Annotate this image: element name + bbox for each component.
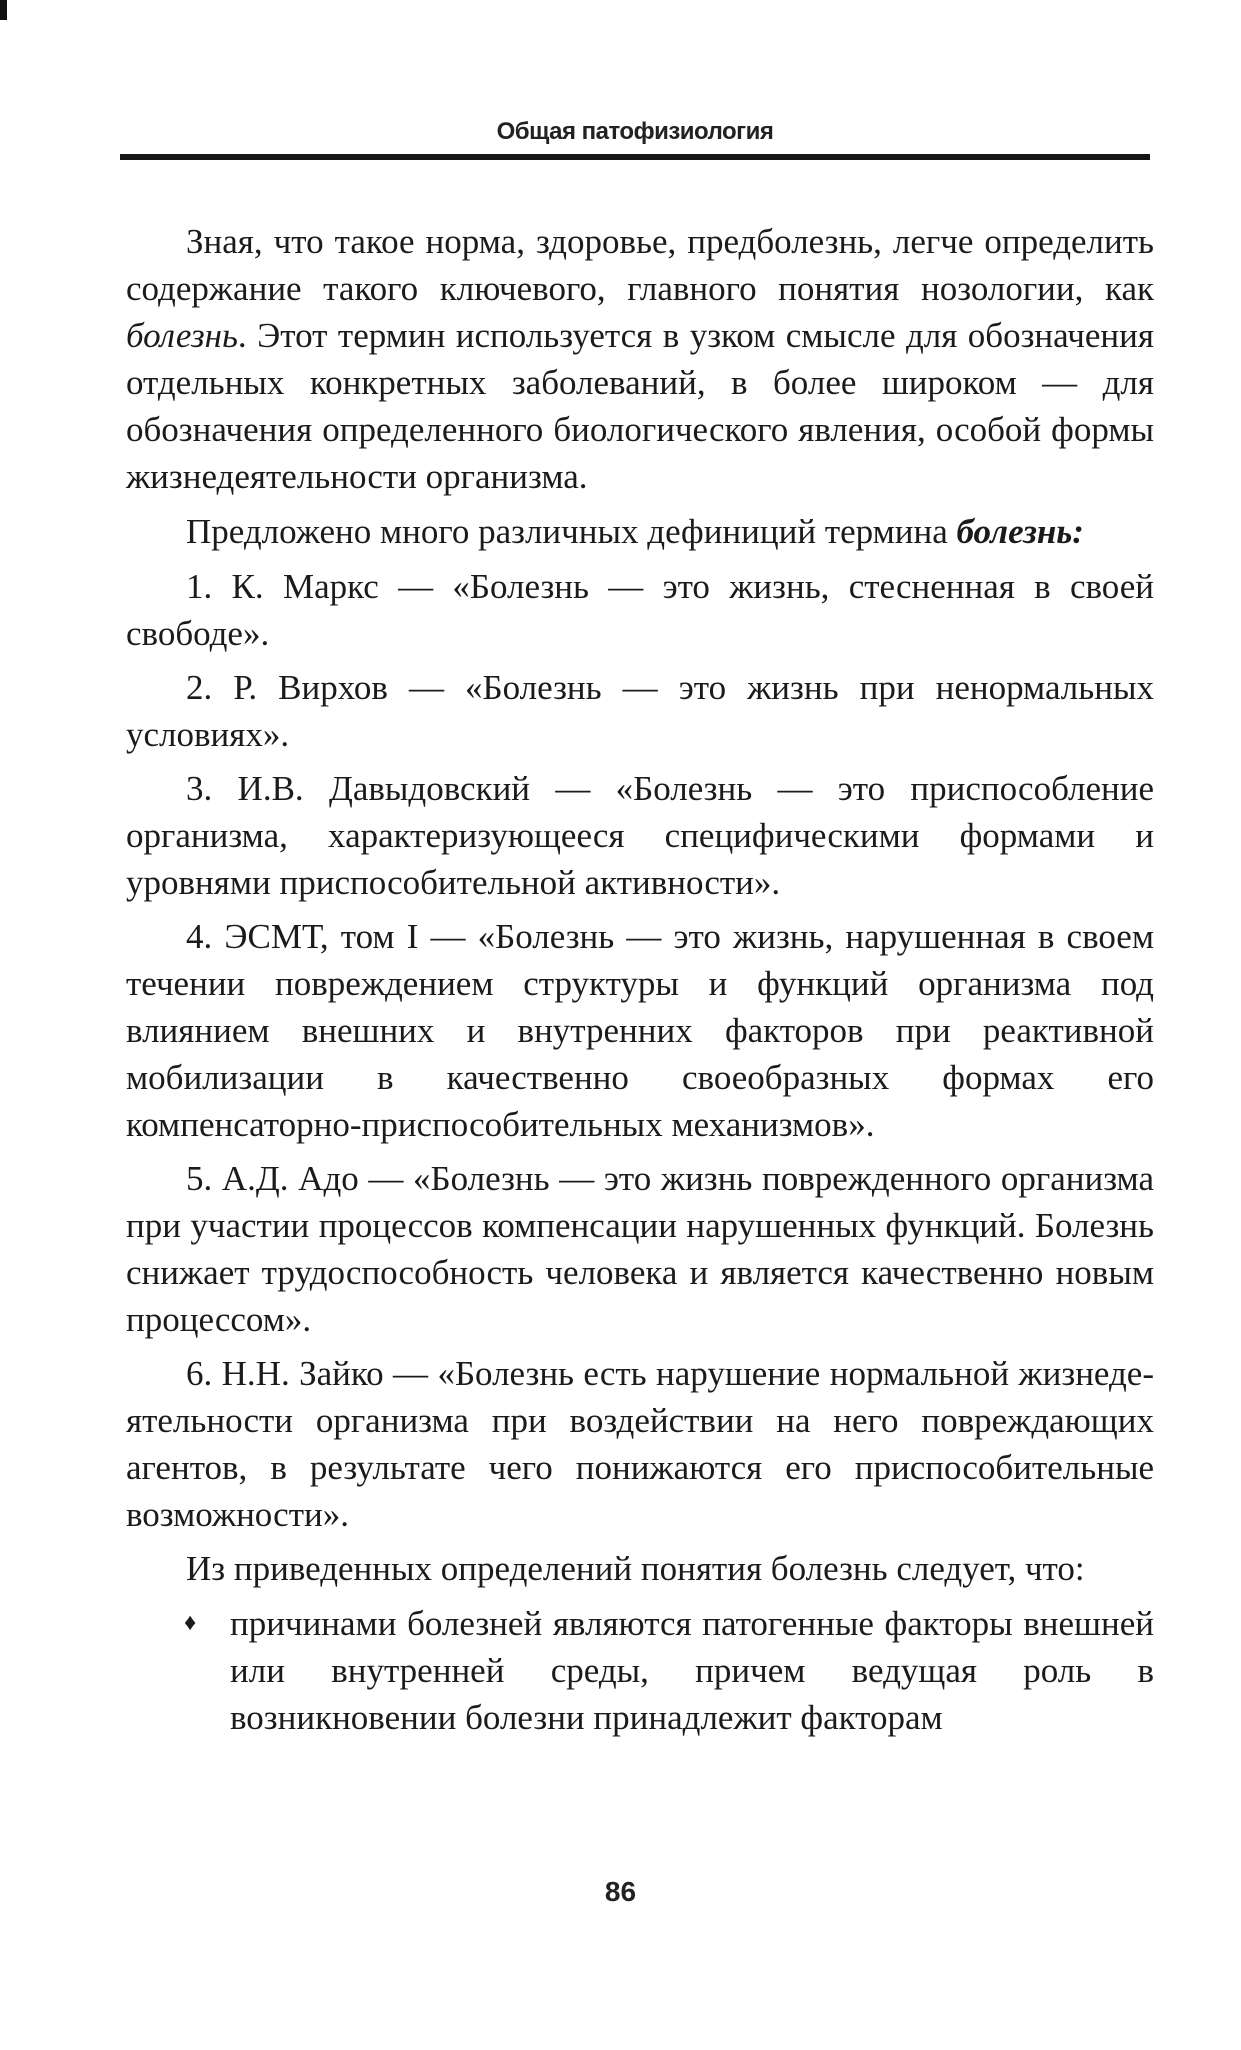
intro-text-start: Зная, что такое норма, здоровье, предболезнь, легче определить содержание такого ключевого, главного понятия нозологии, как xyxy=(126,222,1154,308)
definition-item: 2. Р. Вирхов — «Болезнь — это жизнь при ненормальных условиях». xyxy=(126,668,1154,754)
definition-item: 3. И.В. Давыдовский — «Болезнь — это приспособление организма, характеризующееся специфическими формами и уровнями приспособительной активности». xyxy=(126,769,1154,902)
definition-item: 1. К. Маркс — «Болезнь — это жизнь, стесненная в своей свободе». xyxy=(126,567,1154,653)
intro-paragraph xyxy=(126,218,1154,500)
definition-item: 4. ЭСМТ, том I — «Болезнь — это жизнь, нарушенная в своем течении повреждением структуры и функций организма под влиянием внешних и внутренних факторов при реактивной мобилизации в качественно своеобразных формах его компенсаторно-приспособительных механизмов». xyxy=(126,917,1154,1144)
definition-item: 6. Н.Н. Зайко — «Болезнь есть нарушение нормальной жизнеде-ятельности организма при воздействии на него повреждающих агентов, в результате чего понижаются его приспособительные возможности». xyxy=(126,1354,1154,1534)
conclusion-lead: Из приведенных определений понятия болезнь следует, что: xyxy=(186,1549,1085,1588)
diamond-bullet-icon: ♦ xyxy=(184,1610,197,1636)
conclusion-list xyxy=(126,1600,1154,1741)
list-item xyxy=(126,1600,1154,1741)
running-head: Общая патофизиология xyxy=(496,118,774,145)
page-body xyxy=(126,218,1154,1741)
scan-corner-mark xyxy=(0,0,7,20)
definitions-lead-text: Предложено много различных дефиниций термина xyxy=(186,512,957,551)
intro-text-end: . Этот термин используется в узком смысле для обозначения отдельных конкретных заболеваний, в более широком — для обозначения определенного биологического явления, особой формы жизнедеятельности организма. xyxy=(126,316,1154,496)
list-item-text: причинами болезней являются патогенные факторы внешней или внутренней среды, причем ведущая роль в возникновении болезни принадлежит факторам xyxy=(230,1604,1154,1737)
definitions-lead xyxy=(126,508,1154,555)
page-number: 86 xyxy=(604,1876,637,1907)
definition-item: 5. А.Д. Адо — «Болезнь — это жизнь поврежденного организма при участии процессов компенсации нарушенных функций. Болезнь снижает трудоспособность человека и является качественно новым процессом». xyxy=(126,1159,1154,1339)
intro-term: болезнь xyxy=(126,316,238,355)
definitions-lead-term: болезнь: xyxy=(956,512,1084,551)
header-rule xyxy=(120,154,1150,160)
